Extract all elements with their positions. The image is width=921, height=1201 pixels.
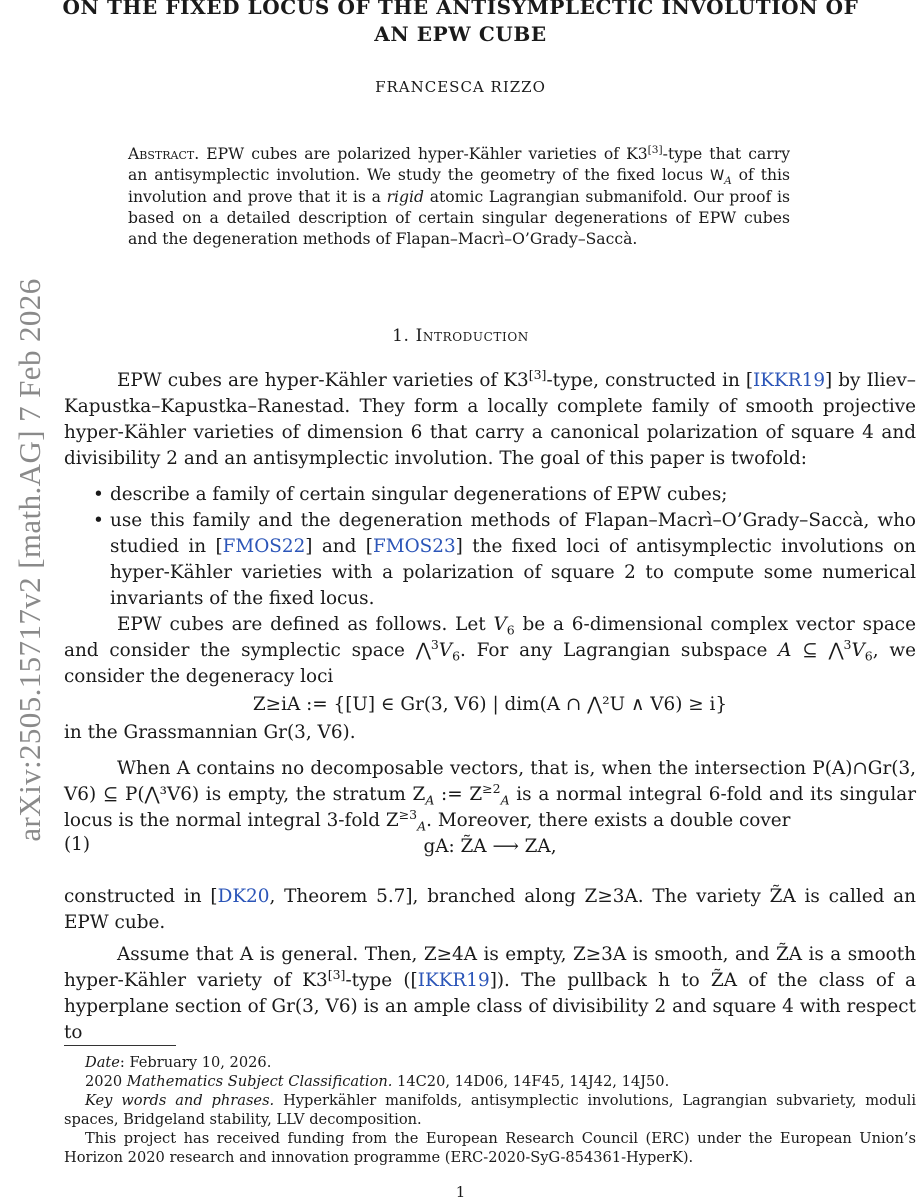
paper-title-line-1: ON THE FIXED LOCUS OF THE ANTISYMPLECTIC INVOLUTION OF [62,0,859,19]
intro-p1-text-b: -type, constructed in [546,370,746,391]
abstract-rigid: rigid [386,188,424,206]
abstract-text-4: atomic Lagrangian submanifold. Our proof is based on a detailed description of certain singular degenerations of EPW cubes and the degeneration methods of Flapan–Macrì–O’Grady–Saccà. [128,188,790,248]
footnote-msc-codes: 14C20, 14D06, 14F45, 14J42, 14J50. [392,1073,670,1090]
intro-p2-text-d: , we consider the degeneracy loci [64,640,916,687]
citation-dk20[interactable]: DK20 [217,886,270,907]
bullet-1-text: describe a family of certain singular degenerations of EPW cubes; [110,484,728,505]
citation-ikkr19[interactable]: IKKR19 [753,370,826,391]
intro-paragraph-6: Assume that A is general. Then, Z≥4A is empty, Z≥3A is smooth, and Z̃A is a smooth hyper-Kähler variety of K3[3]-type ([IKKR19]). The pullback h to Z̃A of the class of a hyperplane section of Gr(3, V6) is an ample class of divisibility 2 and square 4 with respect to [64,944,917,1043]
arxiv-sidebar [4,200,56,920]
intro-p4-text-a: When A contains no decomposable vectors, that is, when the intersection P(A)∩Gr(3, V6) ⊆ P(⋀³V6) is empty, the stratum Z [64,758,916,805]
footnote-date [64,1053,916,1072]
equation-number: (1) [64,834,91,855]
author-name: FRANCESCA RIZZO [375,78,546,96]
page-number: 1 [455,1183,466,1201]
intro-paragraph-5: constructed in [DK20, Theorem 5.7], branched along Z≥3A. The variety Z̃A is called an EPW cube. [64,886,916,933]
intro-paragraph-1: EPW cubes are hyper-Kähler varieties of K3[3]-type, constructed in [IKKR19] by Iliev–Kapustka–Kapustka–Ranestad. They form a locally complete family of smooth projective hyper-Kähler varieties of dimension 6 that carry a canonical polarization of square 4 and divisibility 2 and an antisymplectic involution. The goal of this paper is twofold: [64,366,916,469]
intro-p6-text-c: ). The pullback h to Z̃A of the class of a hyperplane section of Gr(3, V6) is an ample class of divisibility 2 and square 4 with respect to [64,970,917,1043]
bullet-2-text-a: use this family and the degeneration methods of Flapan–Macrì–O’Grady–Saccà, who studied in [110,510,916,557]
bullet-dot: • [93,484,104,505]
section-title: 1. Introduction [392,326,529,346]
intro-paragraph-2: EPW cubes are defined as follows. Let $V_6$ be a 6-dimensional complex vector space and consider the symplectic space $⋀^3V_6$. For any Lagrangian subspace A ⊆ $⋀^3V_6$, we consider the degeneracy loci [64,614,916,687]
intro-p4-text-b: is a normal integral 6-fold and its singular locus is the normal integral 3-fold Z [64,784,916,831]
equation-degeneracy-loci: Z≥iA := {[U] ∈ Gr(3, V6) | dim(A ∩ ⋀²U ∧ V6) ≥ i} [252,694,728,715]
intro-p1-text-a: EPW cubes are hyper-Kähler varieties of K3 [117,370,529,391]
intro-p5-text-b: , branched along Z≥3A. The variety Z̃A is called an EPW cube. [64,886,916,933]
intro-p1-text-c: by Iliev–Kapustka–Kapustka–Ranestad. They form a locally complete family of smooth projective hyper-Kähler varieties of dimension 6 that carry a canonical polarization of square 4 and divisibility 2 and an antisymplectic involution. The goal of this paper is twofold: [64,370,916,469]
footnote-funding: This project has received funding from the European Research Council (ERC) under the European Union’s Horizon 2020 research and innovation programme (ERC-2020-SyG-854361-HyperK). [64,1130,916,1166]
intro-paragraph-4: When A contains no decomposable vectors, that is, when the intersection P(A)∩Gr(3, V6) ⊆ P(⋀³V6) is empty, the stratum $Z_A$ := $Z^{\ge 2}_A$ is a normal integral 6-fold and its singular locus is the normal integral 3-fold $Z^{\ge 3}_A$. Moreover, there exists a double cover [64,758,916,834]
footnote-keywords-label: Key words and phrases. [85,1092,275,1109]
footnote-keywords [64,1091,916,1129]
footnote-msc [64,1072,916,1091]
bullet-item-1 [93,482,916,508]
intro-p1-sup: [3] [528,366,547,382]
footnote-msc-label: Mathematics Subject Classification. [126,1073,393,1090]
abstract-label: Abstract. [128,145,200,163]
arxiv-identifier[interactable]: arXiv:2505.15717v2 [math.AG] 7 Feb 2026 [12,278,47,842]
intro-p2-text-c: . For any Lagrangian subspace [460,640,779,661]
abstract-text-2: -type that carry an antisymplectic involution. We study the geometry of the fixed locus [128,145,791,184]
bullet-2-text-b: and [312,536,366,557]
citation-dk20-ref: , Theorem 5.7] [269,886,413,907]
section-heading [0,326,921,346]
abstract-fixed-locus-sub: A [724,175,732,188]
footnote-keywords-text: Hyperkähler manifolds, antisymplectic involutions, Lagrangian subvariety, moduli spaces, Bridgeland stability, LLV decomposition. [64,1092,916,1128]
footnote-date-value: : February 10, 2026. [119,1054,272,1071]
footnote-msc-year: 2020 [85,1073,127,1090]
intro-p6-text-a: Assume that A is general. Then, Z≥4A is empty, Z≥3A is smooth, and Z̃A is a smooth hyper-Kähler variety of K3 [64,944,916,991]
intro-p2-text-a: EPW cubes are defined as follows. Let [117,614,494,635]
intro-p4-text-c: . Moreover, there exists a double cover [426,810,791,831]
bullet-dot: • [93,510,104,531]
paper-title-line-2: AN EPW CUBE [374,22,547,46]
equation-double-cover: gA: Z̃A ⟶ ZA, [423,836,557,857]
intro-paragraph-3: in the Grassmannian Gr(3, V6). [64,722,356,743]
bullet-2-text-c: the fixed loci of antisymplectic involutions on hyper-Kähler varieties with a polarization of square 2 to compute some numerical invariants of the fixed locus. [110,536,917,609]
citation-fmos22[interactable]: FMOS22 [222,536,306,557]
bullet-item-2: • use this family and the degeneration methods of Flapan–Macrì–O’Grady–Saccà, who studied in [FMOS22] and [FMOS23] the fixed loci of antisymplectic involutions on hyper-Kähler varieties with a polarization of square 2 to compute some numerical invariants of the fixed locus. [93,510,917,609]
intro-p2-text-b: be a 6-dimensional complex vector space and consider the symplectic space [64,614,916,661]
abstract-text-3: of this involution and prove that it is a [128,166,790,206]
footnote-date-label: Date [85,1054,120,1071]
citation-ikkr19-2[interactable]: IKKR19 [417,970,490,991]
intro-p6-text-b: -type ( [345,970,411,991]
citation-fmos23[interactable]: FMOS23 [372,536,456,557]
abstract-text-1: EPW cubes are polarized hyper-Kähler varieties of K3 [206,145,648,163]
intro-p5-text-a: constructed in [64,886,211,907]
abstract-sup: [3] [647,143,663,156]
abstract [128,144,790,250]
abstract-fixed-locus-symbol: W [709,168,725,184]
footnote-rule [64,1045,176,1046]
